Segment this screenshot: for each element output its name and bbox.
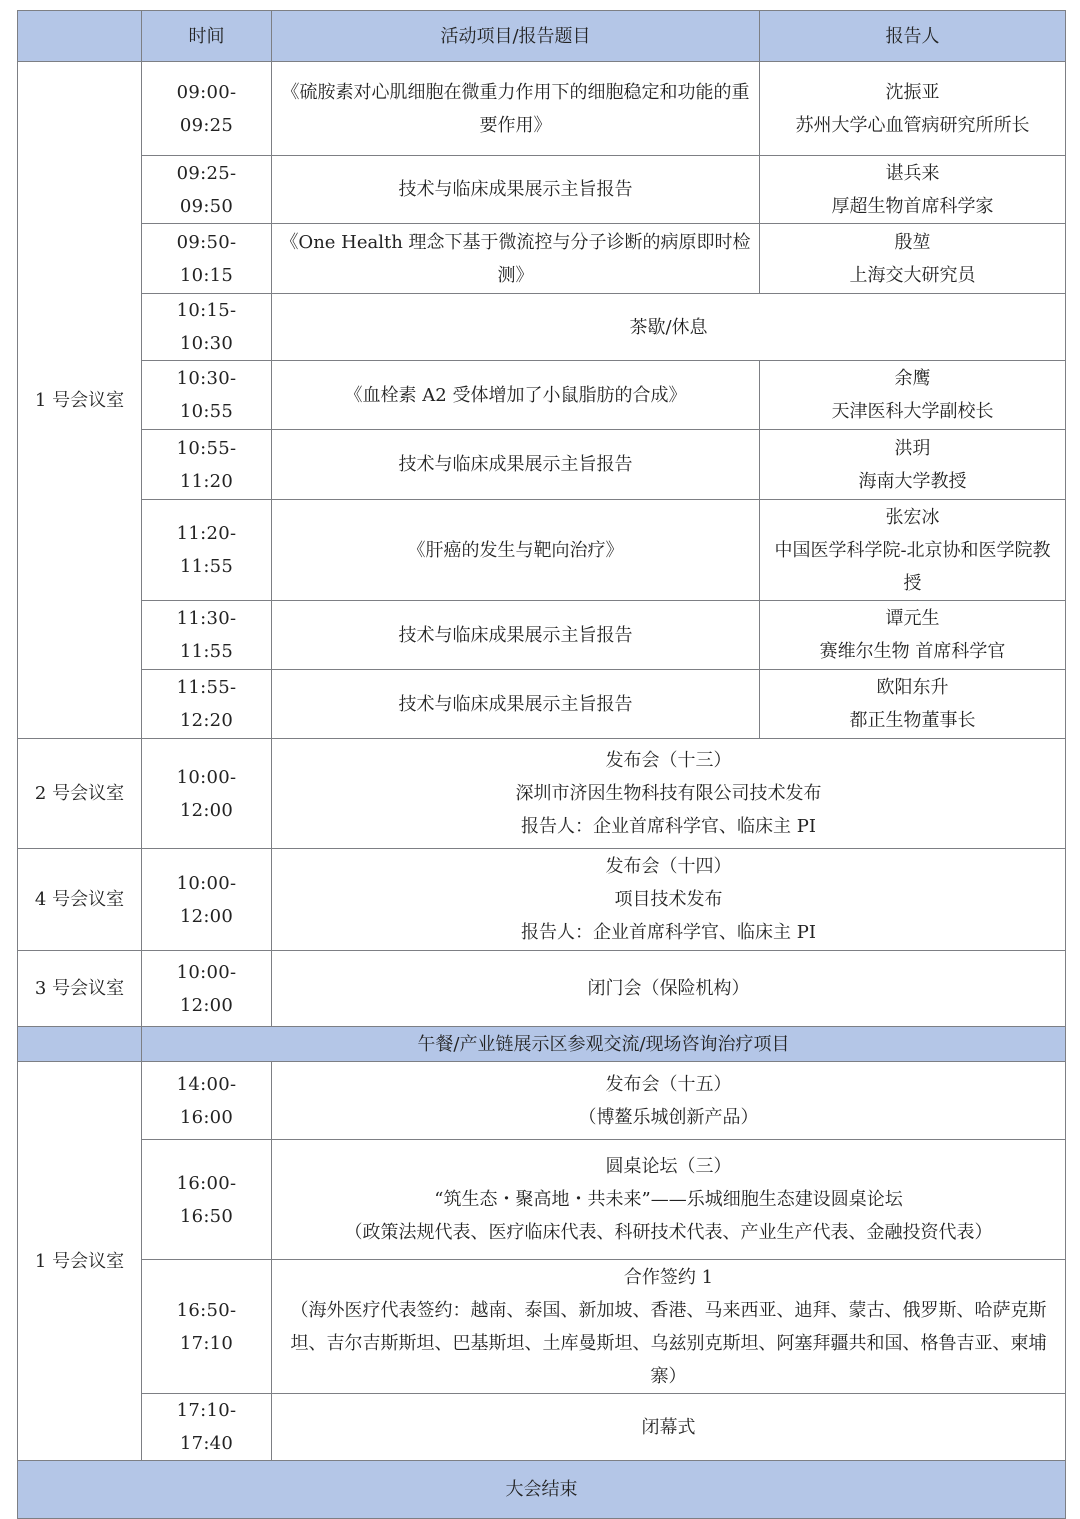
speaker-title: 中国医学科学院-北京协和医学院教授 [774,539,1051,594]
closing-row [18,1461,1066,1519]
lunch-room-cell [18,1027,142,1062]
session-participants: （政策法规代表、医疗临床代表、科研技术代表、产业生产代表、金融投资代表） [344,1222,993,1243]
speaker-cell [760,156,1066,224]
time-cell: 14:00-16:00 [142,1062,272,1140]
header-room [18,11,142,62]
speaker-name: 殷堃 [894,231,931,253]
table-row [18,62,1066,156]
time-cell: 10:00-12:00 [142,739,272,849]
topic-cell: 《硫胺素对心肌细胞在微重力作用下的细胞稳定和功能的重要作用》 [272,62,760,156]
session-title: 发布会（十四） [605,856,732,877]
topic-cell: 《One Health 理念下基于微流控与分子诊断的病原即时检测》 [272,224,760,294]
header-time: 时间 [142,11,272,62]
topic-cell: 技术与临床成果展示主旨报告 [272,430,760,500]
time-cell: 09:25-09:50 [142,156,272,224]
session-title: 发布会（十五） [605,1073,732,1095]
time-cell: 16:00-16:50 [142,1140,272,1260]
time-cell: 10:00-12:00 [142,951,272,1027]
session-speakers: 报告人：企业首席科学官、临床主 PI [521,816,816,837]
lunch-cell: 午餐/产业链展示区参观交流/现场咨询治疗项目 [142,1027,1066,1062]
time-cell: 10:00-12:00 [142,849,272,951]
room-cell: 2 号会议室 [18,739,142,849]
speaker-name: 余鹰 [894,368,931,389]
table-row [18,1260,1066,1394]
session-cell [272,1260,1066,1394]
speaker-name: 谌兵来 [885,162,940,184]
table-row [18,430,1066,500]
room-cell: 1 号会议室 [18,62,142,739]
session-cell [272,849,1066,951]
speaker-title: 海南大学教授 [858,470,967,492]
speaker-cell [760,224,1066,294]
session-speakers: 报告人：企业首席科学官、临床主 PI [521,922,816,943]
time-cell: 17:10-17:40 [142,1394,272,1461]
speaker-title: 天津医科大学副校长 [831,401,994,422]
speaker-title: 上海交大研究员 [849,264,976,286]
session-title: 圆桌论坛（三） [605,1156,732,1177]
table-row [18,361,1066,430]
session-subtitle: 深圳市济因生物科技有限公司技术发布 [515,783,822,804]
closing-cell: 大会结束 [18,1461,1066,1519]
table-row [18,951,1066,1027]
header-speaker: 报告人 [760,11,1066,62]
speaker-cell [760,430,1066,500]
room-cell: 1 号会议室 [18,1062,142,1461]
speaker-cell [760,361,1066,430]
topic-cell: 技术与临床成果展示主旨报告 [272,601,760,670]
session-participants: （海外医疗代表签约：越南、泰国、新加坡、香港、马来西亚、迪拜、蒙古、俄罗斯、哈萨克斯坦、吉尔吉斯斯坦、巴基斯坦、土库曼斯坦、乌兹别克斯坦、阿塞拜疆共和国、格鲁吉亚、柬埔寨） [290,1299,1047,1387]
speaker-cell [760,500,1066,601]
time-cell: 09:50-10:15 [142,224,272,294]
topic-cell: 技术与临床成果展示主旨报告 [272,156,760,224]
speaker-title: 赛维尔生物 首席科学官 [819,641,1006,662]
table-row [18,1062,1066,1140]
room-cell: 3 号会议室 [18,951,142,1027]
speaker-cell [760,62,1066,156]
table-row [18,1394,1066,1461]
topic-cell: 技术与临床成果展示主旨报告 [272,670,760,739]
speaker-title: 厚超生物首席科学家 [831,195,994,217]
topic-cell: 《血栓素 A2 受体增加了小鼠脂肪的合成》 [272,361,760,430]
session-cell [272,739,1066,849]
lunch-row [18,1027,1066,1062]
time-cell: 10:30-10:55 [142,361,272,430]
session-subtitle: （博鳌乐城创新产品） [578,1106,759,1128]
room-cell: 4 号会议室 [18,849,142,951]
speaker-cell [760,670,1066,739]
speaker-name: 欧阳东升 [876,677,949,698]
header-topic: 活动项目/报告题目 [272,11,760,62]
break-cell: 茶歇/休息 [272,294,1066,361]
table-row [18,739,1066,849]
time-cell: 10:55-11:20 [142,430,272,500]
table-row [18,670,1066,739]
time-cell: 10:15-10:30 [142,294,272,361]
session-title: 合作签约 1 [623,1266,714,1288]
speaker-title: 都正生物董事长 [849,710,976,731]
speaker-name: 沈振亚 [885,81,940,103]
topic-cell: 《肝癌的发生与靶向治疗》 [272,500,760,601]
session-cell: 闭门会（保险机构） [272,951,1066,1027]
table-row [18,156,1066,224]
table-row [18,601,1066,670]
speaker-title: 苏州大学心血管病研究所所长 [795,114,1030,136]
table-row [18,224,1066,294]
session-subtitle: 项目技术发布 [614,889,723,910]
speaker-name: 洪玥 [894,437,931,459]
session-cell [272,1062,1066,1140]
time-cell: 11:55-12:20 [142,670,272,739]
table-row [18,294,1066,361]
table-row [18,1140,1066,1260]
time-cell: 09:00-09:25 [142,62,272,156]
header-row [18,11,1066,62]
session-cell [272,1140,1066,1260]
table-row [18,849,1066,951]
session-subtitle: “筑生态・聚高地・共未来”——乐城细胞生态建设圆桌论坛 [434,1189,903,1210]
speaker-name: 张宏冰 [885,506,940,528]
speaker-name: 谭元生 [885,608,940,629]
time-cell: 16:50-17:10 [142,1260,272,1394]
table-row [18,500,1066,601]
agenda-table [17,10,1066,1519]
session-cell: 闭幕式 [272,1394,1066,1461]
session-title: 发布会（十三） [605,750,732,771]
time-cell: 11:20-11:55 [142,500,272,601]
time-cell: 11:30-11:55 [142,601,272,670]
speaker-cell [760,601,1066,670]
